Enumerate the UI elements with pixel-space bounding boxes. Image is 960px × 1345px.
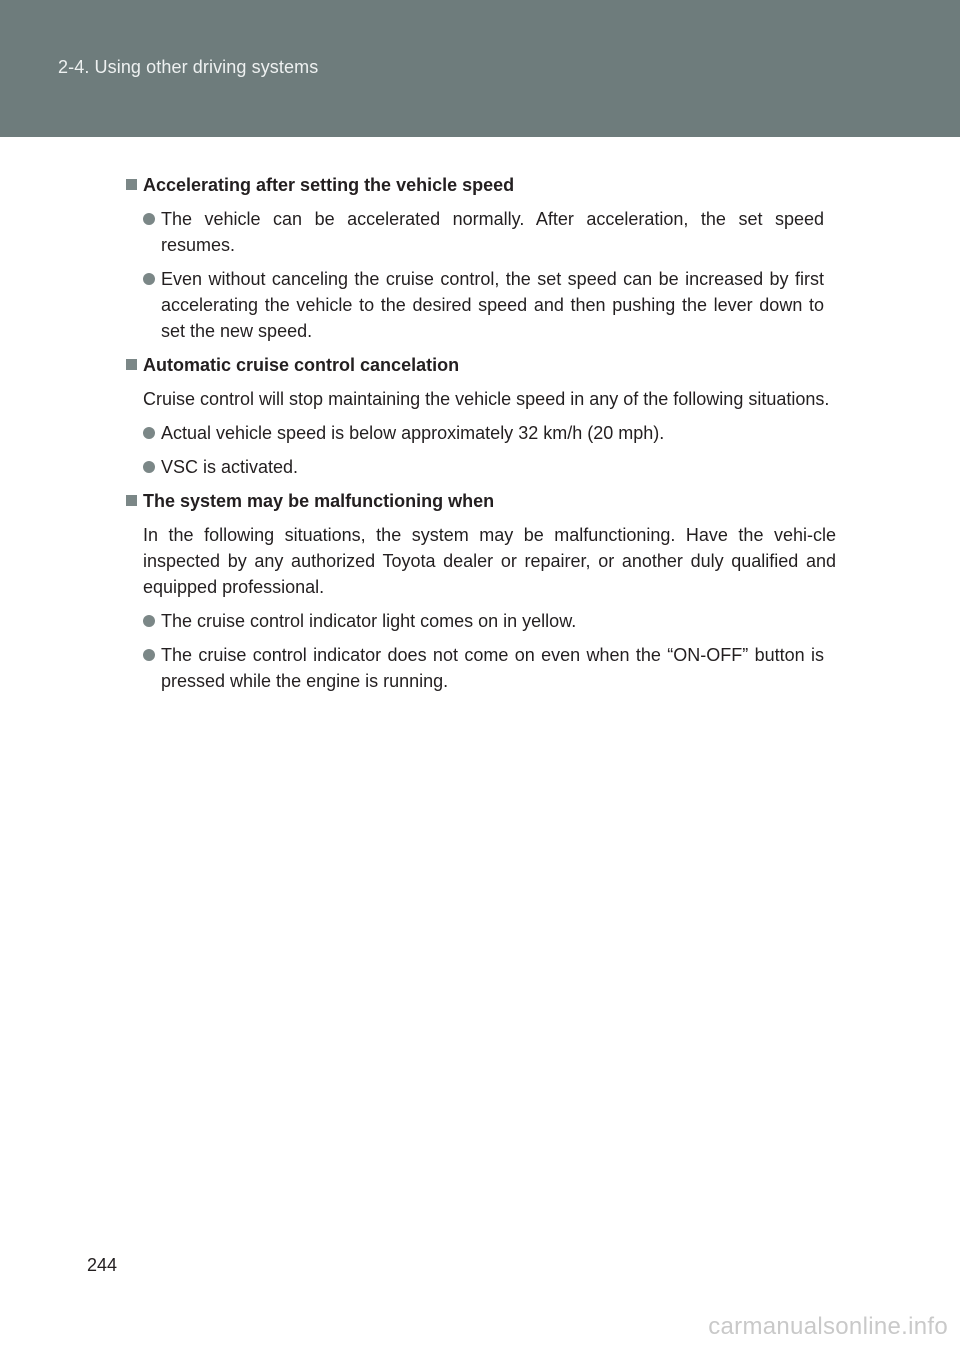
list-item bbox=[143, 608, 824, 634]
section-heading bbox=[126, 172, 836, 198]
page-header bbox=[0, 0, 960, 137]
section-paragraph: In the following situations, the system may be malfunctioning. Have the vehi-cle inspected by any authorized Toyota dealer or repairer, or another duly qualified and equipped professional. bbox=[143, 525, 836, 597]
section-heading bbox=[126, 488, 836, 514]
list-item-text: Even without canceling the cruise control, the set speed can be increased by first accelerating the vehicle to the desired speed and then pushing the lever down to set the new speed. bbox=[161, 269, 824, 341]
list-item-text: The vehicle can be accelerated normally. After acceleration, the set speed resumes. bbox=[161, 209, 824, 255]
circle-bullet-icon bbox=[143, 213, 155, 225]
list-item-text: The cruise control indicator does not come on even when the “ON-OFF” button is pressed while the engine is running. bbox=[161, 645, 824, 691]
page-content bbox=[126, 172, 836, 702]
square-bullet-icon bbox=[126, 359, 137, 370]
list-item-text: VSC is activated. bbox=[161, 457, 299, 477]
list-item bbox=[143, 420, 824, 446]
heading-text: Automatic cruise control cancelation bbox=[143, 355, 460, 375]
circle-bullet-icon bbox=[143, 273, 155, 285]
list-item bbox=[143, 642, 824, 694]
section-heading bbox=[126, 352, 836, 378]
square-bullet-icon bbox=[126, 179, 137, 190]
page-number: 244 bbox=[87, 1255, 118, 1275]
heading-text: Accelerating after setting the vehicle speed bbox=[143, 175, 515, 195]
heading-text: The system may be malfunctioning when bbox=[143, 491, 495, 511]
list-item bbox=[143, 206, 824, 258]
square-bullet-icon bbox=[126, 495, 137, 506]
circle-bullet-icon bbox=[143, 649, 155, 661]
list-item-text: The cruise control indicator light comes on in yellow. bbox=[161, 611, 577, 631]
watermark-text: carmanualsonline.info bbox=[708, 1313, 948, 1340]
section-paragraph: Cruise control will stop maintaining the vehicle speed in any of the following situations. bbox=[143, 389, 830, 409]
circle-bullet-icon bbox=[143, 427, 155, 439]
list-item bbox=[143, 266, 824, 344]
section-title: 2-4. Using other driving systems bbox=[58, 57, 319, 77]
list-item bbox=[143, 454, 824, 480]
circle-bullet-icon bbox=[143, 615, 155, 627]
list-item-text: Actual vehicle speed is below approximately 32 km/h (20 mph). bbox=[161, 423, 665, 443]
circle-bullet-icon bbox=[143, 461, 155, 473]
